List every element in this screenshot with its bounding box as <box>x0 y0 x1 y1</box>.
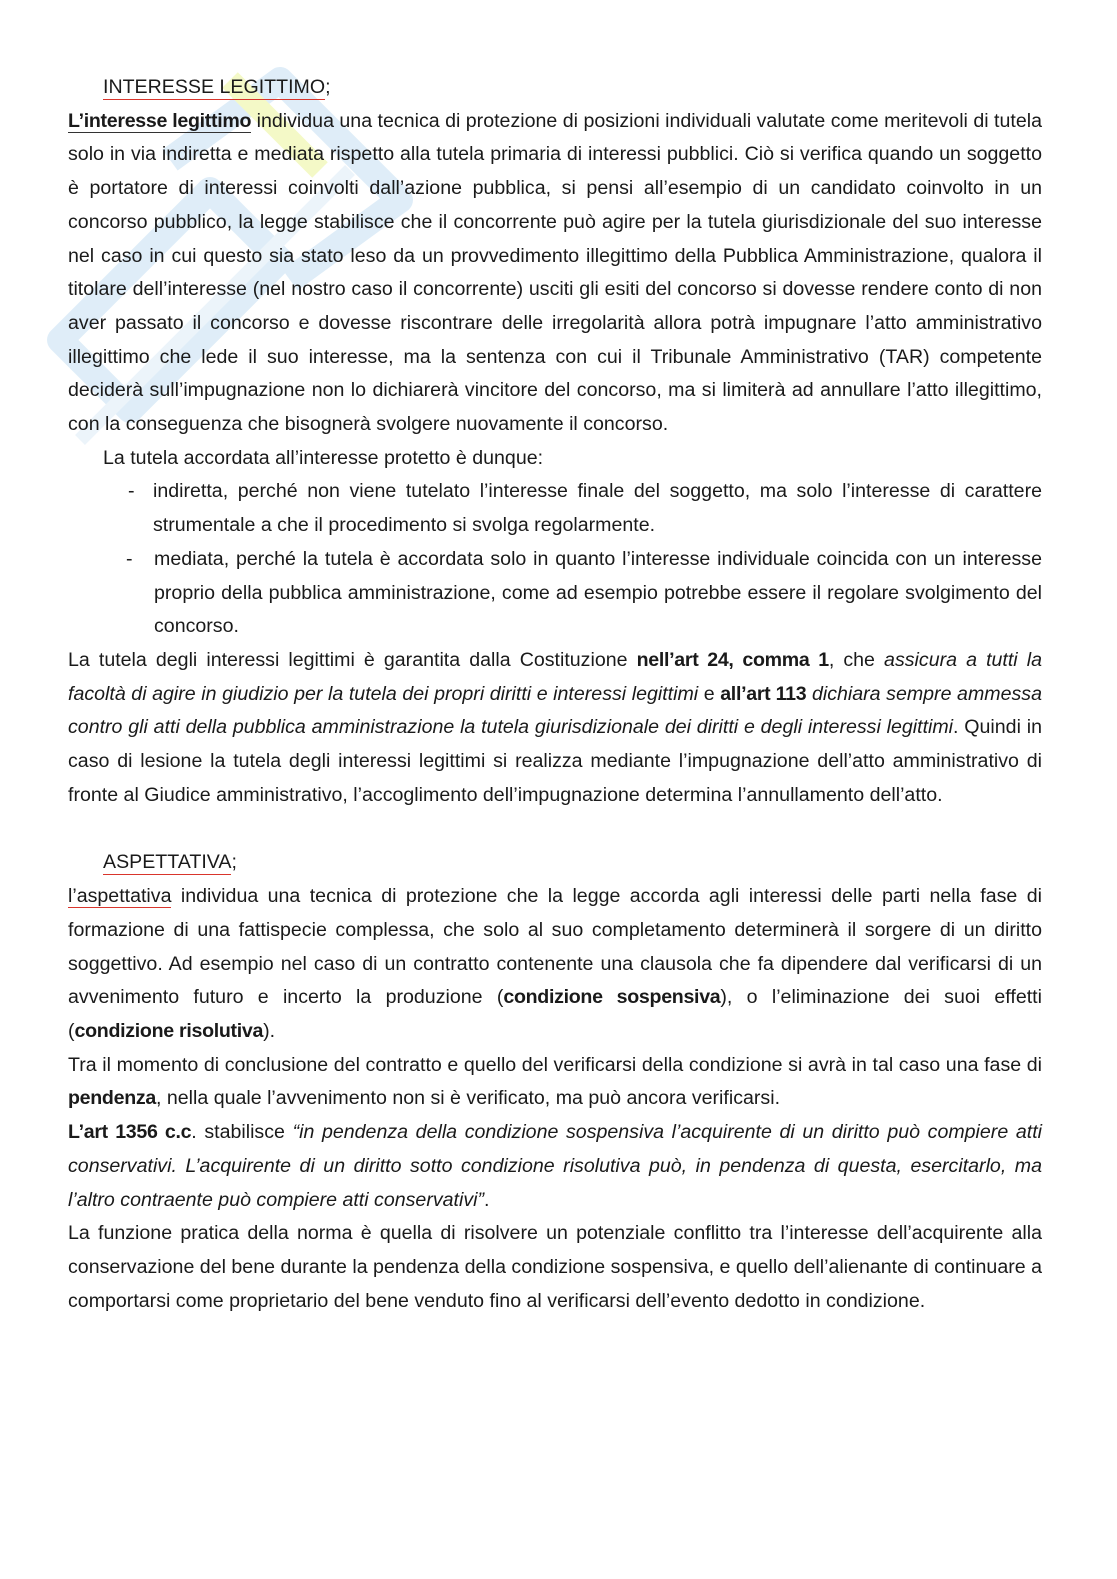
heading-text: ASPETTATIVA <box>103 851 232 874</box>
term-aspettativa: l’aspettativa <box>68 885 172 908</box>
list-item <box>126 543 1042 644</box>
section-heading-aspettativa <box>68 846 1042 880</box>
quote-art-1356: “in pendenza della condizione sospensiva l’acquirente di un diritto può compiere atti conservativi. L’acquirente di un diritto sotto condizione risolutiva può, in pendenza di questa, esercitarlo, ma l’altro contraente può compiere atti conservativi” <box>68 1121 1042 1211</box>
section-gap <box>68 812 1042 846</box>
list-item-text: indiretta, perché non viene tutelato l’interesse finale del soggetto, ma solo l’interesse di carattere strumentale a che il procedimento si svolga regolarmente. <box>153 480 1042 537</box>
section-heading-interesse-legittimo <box>68 71 1042 105</box>
term-interesse-legittimo: L’interesse legittimo <box>68 109 252 132</box>
text-run: ). <box>263 1019 276 1042</box>
dash-marker: - <box>128 480 135 503</box>
list-intro: La tutela accordata all’interesse protetto è dunque: <box>103 446 544 469</box>
document-body <box>68 71 1042 1318</box>
term-pendenza: pendenza <box>68 1087 156 1110</box>
ref-art-1356: L’art 1356 c.c <box>68 1121 192 1144</box>
paragraph-aspettativa-definition <box>68 880 1042 1049</box>
heading-suffix: ; <box>325 76 331 98</box>
heading-suffix: ; <box>231 851 237 874</box>
dash-marker: - <box>126 547 133 570</box>
text-run: individua una tecnica di protezione che la legge accorda agli interessi delle parti nella fase di formazione di una fattispecie complessa, che solo al suo completamento determinerà il sorgere di un diritto soggettivo. Ad esempio nel caso di un contratto contenente una clausola che fa dipendere dal verificarsi di un avvenimento futuro e incerto la produzione ( <box>68 885 1042 1009</box>
heading-text: INTERESSE LEGITTIMO <box>103 76 326 98</box>
list-item-text: mediata, perché la tutela è accordata solo in quanto l’interesse individuale coincida con un interesse proprio della pubblica amministrazione, come ad esempio potrebbe essere il regolare svolgimento del concorso. <box>154 547 1042 638</box>
paragraph-costituzione <box>68 644 1042 813</box>
text-run: . <box>484 1188 490 1211</box>
ref-art-113: all’art 113 <box>720 682 807 705</box>
paragraph-pendenza <box>68 1049 1042 1116</box>
term-condizione-risolutiva: condizione risolutiva <box>74 1019 264 1042</box>
tutela-list <box>68 475 1042 644</box>
text-run: , nella quale l’avvenimento non si è verificato, ma può ancora verificarsi. <box>155 1087 781 1110</box>
quote-art-113: dichiara sempre ammessa contro gli atti della pubblica amministrazione la tutela giurisdizionale dei diritti e degli interessi legittimi <box>68 682 1042 739</box>
text-run: . stabilisce <box>191 1121 293 1144</box>
text-run: . Quindi in caso di lesione la tutela degli interessi legittimi si realizza mediante l’impugnazione dell’atto amministrativo di fronte al Giudice amministrativo, l’accoglimento dell’impugnazione determina l’annullamento dell’atto. <box>68 716 1042 806</box>
text-run: La tutela degli interessi legittimi è garantita dalla Costituzione <box>68 648 637 671</box>
ref-art-24: nell’art 24, comma 1 <box>636 648 829 671</box>
text-run: , che <box>828 648 885 671</box>
text-run: ), o l’eliminazione dei suoi effetti ( <box>68 986 1042 1042</box>
paragraph-interesse-definition <box>68 105 1042 442</box>
paragraph-art-1356 <box>68 1116 1042 1217</box>
list-item <box>128 475 1042 542</box>
text-run: e <box>698 682 721 705</box>
quote-art-24: assicura a tutti la facoltà di agire in giudizio per la tutela dei propri diritti e interessi legittimi <box>68 648 1042 705</box>
paragraph-text: individua una tecnica di protezione di posizioni individuali valutate come meritevoli di tutela solo in via indiretta e mediata rispetto alla tutela primaria di interessi pubblici. Ciò si verifica quando un soggetto è portatore di interessi coinvolti dall’azione pubblica, si pensi all’esempio di un candidato coinvolto in un concorso pubblico, la legge stabilisce che il concorrente può agire per la tutela giurisdizionale del suo interesse nel caso in cui questo sia stato leso da un provvedimento illegittimo della Pubblica Amministrazione, qualora il titolare dell’interesse (nel nostro caso il concorrente) usciti gli esiti del concorso si dovesse rendere conto di non aver passato il concorso e dovesse riscontrare delle irregolarità allora potrà impugnare l’atto amministrativo illegittimo che lede il suo interesse, ma la sentenza con cui il Tribunale Amministrativo (TAR) competente deciderà sull’impugnazione non lo dichiarerà vincitore del concorso, ma si limiterà ad annullare l’atto illegittimo, con la conseguenza che bisognerà svolgere nuovamente il concorso. <box>68 109 1042 436</box>
text-run: Tra il momento di conclusione del contratto e quello del verificarsi della condizione si avrà in tal caso una fase di <box>68 1053 1042 1076</box>
term-condizione-sospensiva: condizione sospensiva <box>503 986 721 1009</box>
paragraph-funzione-norma: La funzione pratica della norma è quella di risolvere un potenziale conflitto tra l’interesse dell’acquirente alla conservazione del bene durante la pendenza della condizione sospensiva, e quello dell’alienante di continuare a comportarsi come proprietario del bene venduto fino al verificarsi dell’evento dedotto in condizione. <box>68 1222 1042 1312</box>
